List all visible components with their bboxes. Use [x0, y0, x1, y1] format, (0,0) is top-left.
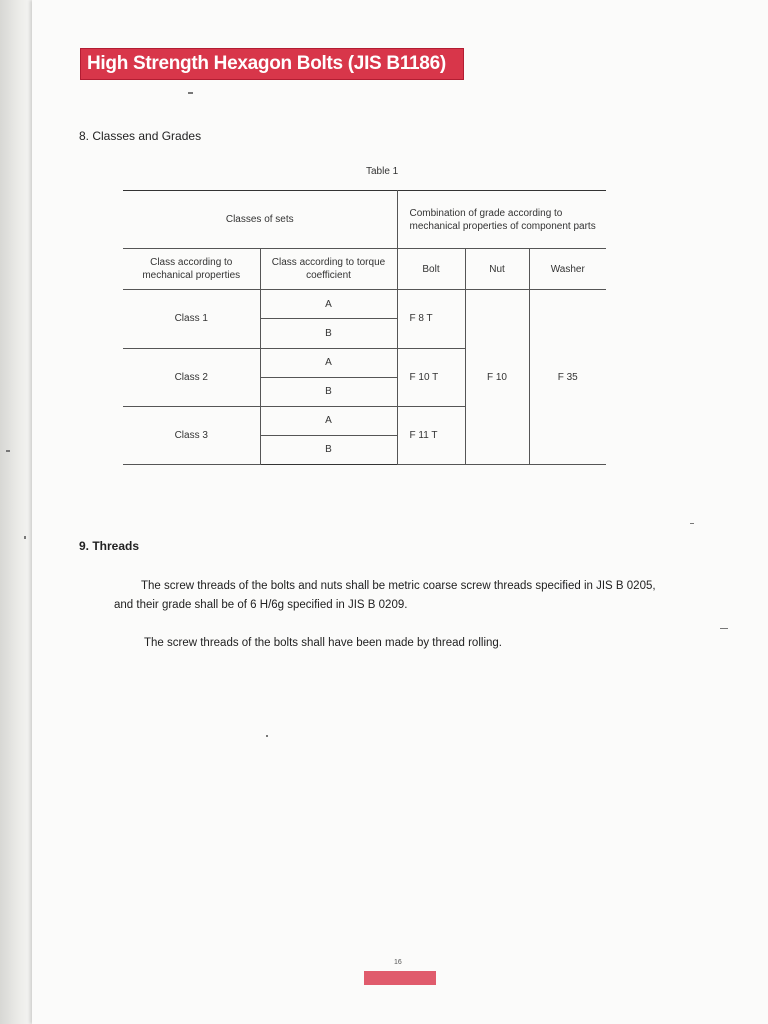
- class-3-sub-b: B: [260, 435, 397, 464]
- washer-grade-cell: F 35: [529, 290, 606, 465]
- threads-paragraph-line1: The screw threads of the bolts and nuts shall be metric coarse screw threads specified in JIS B 0205,: [141, 580, 656, 592]
- scan-speck: [24, 536, 26, 539]
- class-1-cell: Class 1: [123, 290, 260, 348]
- scan-speck: [266, 735, 268, 737]
- header-combination-of-grade: Combination of grade according to mechanical properties of component parts: [397, 191, 606, 249]
- scan-edge: [0, 0, 32, 1024]
- nut-grade-cell: F 10: [465, 290, 529, 465]
- class-2-sub-b: B: [260, 377, 397, 406]
- header-torque-class: Class according to torque coefficient: [260, 249, 397, 290]
- header-mechanical-class: Class according to mechanical properties: [123, 249, 260, 290]
- class-1-bolt: F 8 T: [397, 290, 465, 348]
- document-page: [32, 0, 768, 1024]
- scan-speck: [720, 628, 728, 629]
- header-bolt: Bolt: [397, 249, 465, 290]
- table-caption: Table 1: [366, 166, 399, 177]
- title-banner: [80, 48, 464, 80]
- header-washer: Washer: [529, 249, 606, 290]
- section-heading-threads: 9. Threads: [79, 539, 140, 553]
- page-title: High Strength Hexagon Bolts (JIS B1186): [87, 53, 446, 74]
- page-number: 16: [394, 959, 402, 966]
- footer-bar: [364, 971, 436, 985]
- class-2-cell: Class 2: [123, 348, 260, 406]
- scan-speck: [188, 92, 193, 94]
- header-classes-of-sets: Classes of sets: [123, 191, 397, 249]
- class-3-bolt: F 11 T: [397, 406, 465, 464]
- header-nut: Nut: [465, 249, 529, 290]
- threads-paragraph-line2: and their grade shall be of 6 H/6g specified in JIS B 0209.: [114, 599, 408, 611]
- class-1-sub-b: B: [260, 319, 397, 348]
- class-3-cell: Class 3: [123, 406, 260, 464]
- scan-speck: [690, 523, 694, 524]
- class-2-bolt: F 10 T: [397, 348, 465, 406]
- class-3-sub-a: A: [260, 406, 397, 435]
- section-heading-classes: 8. Classes and Grades: [79, 129, 202, 143]
- scan-speck: [6, 450, 10, 452]
- classes-grades-table: [123, 190, 606, 465]
- class-2-sub-a: A: [260, 348, 397, 377]
- thread-rolling-paragraph: The screw threads of the bolts shall have been made by thread rolling.: [144, 637, 502, 649]
- class-1-sub-a: A: [260, 290, 397, 319]
